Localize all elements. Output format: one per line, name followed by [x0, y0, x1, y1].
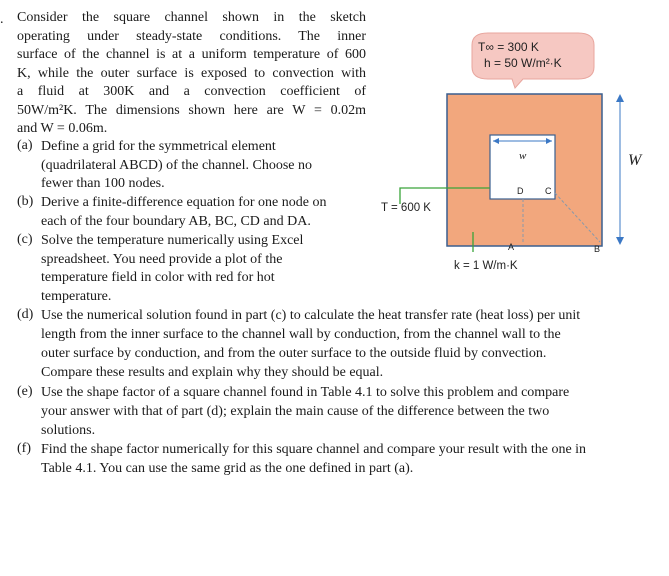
inner-width-label: w: [519, 150, 527, 162]
part-a-line: Define a grid for the symmetrical element: [41, 139, 276, 154]
outer-width-label: W: [628, 152, 642, 169]
part-d-line: Use the numerical solution found in part (c) to calculate the heat transfer rate (heat loss) per unit: [41, 308, 581, 323]
fluid-h-label: h = 50 W/m²·K: [484, 56, 562, 70]
part-d-line: length from the inner surface to the channel wall by conduction, from the channel wall to the: [41, 327, 561, 342]
part-a-line: fewer than 100 nodes.: [41, 176, 165, 191]
intro-line: surface of the channel is at a uniform temperature of 600: [17, 47, 366, 62]
part-c-line: Solve the temperature numerically using Excel: [41, 233, 304, 248]
list-bullet: .: [0, 12, 4, 27]
part-c-line: temperature.: [41, 288, 112, 304]
part-f-label: (f): [17, 441, 31, 456]
part-c-line: temperature field in color with red for hot: [41, 270, 275, 285]
fluid-temp-label: T∞ = 300 K: [478, 40, 539, 54]
intro-line: K, while the outer surface is exposed to convection with: [17, 65, 366, 81]
intro-line: 50W/m²K. The dimensions shown here are W = 0.02m: [17, 102, 366, 118]
part-c-line: spreadsheet. You need provide a plot of the: [41, 251, 283, 267]
part-d-line: outer surface by conduction, and from the outer surface to the outside fluid by convection.: [41, 346, 547, 361]
part-e-line: solutions.: [41, 423, 96, 438]
part-b-line: each of the four boundary AB, BC, CD and DA.: [41, 213, 311, 229]
intro-line: and W = 0.06m.: [17, 121, 108, 136]
intro-line: Consider the square channel shown in the sketch: [17, 10, 366, 25]
part-c-label: (c): [17, 232, 33, 247]
part-e-line: Use the shape factor of a square channel found in Table 4.1 to solve this problem and compare: [41, 385, 570, 400]
channel-sketch: [370, 28, 660, 273]
part-e-label: (e): [17, 384, 33, 399]
part-b-line: Derive a finite-difference equation for one node on: [41, 195, 327, 210]
part-d-line: Compare these results and explain why they should be equal.: [41, 365, 384, 380]
part-f-line: Table 4.1. You can use the same grid as the one defined in part (a).: [41, 461, 414, 476]
conductivity-label: k = 1 W/m·K: [454, 260, 518, 272]
fluid-conditions-bubble: [472, 33, 594, 88]
part-d-label: (d): [17, 307, 34, 322]
point-b-label: B: [594, 244, 601, 254]
point-c-label: C: [545, 186, 552, 196]
point-d-label: D: [517, 186, 524, 196]
point-a-label: A: [508, 242, 515, 252]
part-b-label: (b): [17, 194, 34, 209]
part-a-line: (quadrilateral ABCD) of the channel. Choose no: [41, 157, 312, 173]
intro-line: operating under steady-state conditions. The inner: [17, 28, 366, 44]
part-e-line: your answer with that of part (d); explain the main cause of the difference between the two: [41, 404, 550, 419]
part-a-label: (a): [17, 138, 33, 153]
outer-width-dimension: [616, 94, 643, 245]
intro-line: a fluid at 300K and a convection coefficient of: [17, 84, 366, 99]
part-f-line: Find the shape factor numerically for this square channel and compare your result with the one in: [41, 442, 587, 457]
inner-temp-label: T = 600 K: [381, 202, 431, 214]
